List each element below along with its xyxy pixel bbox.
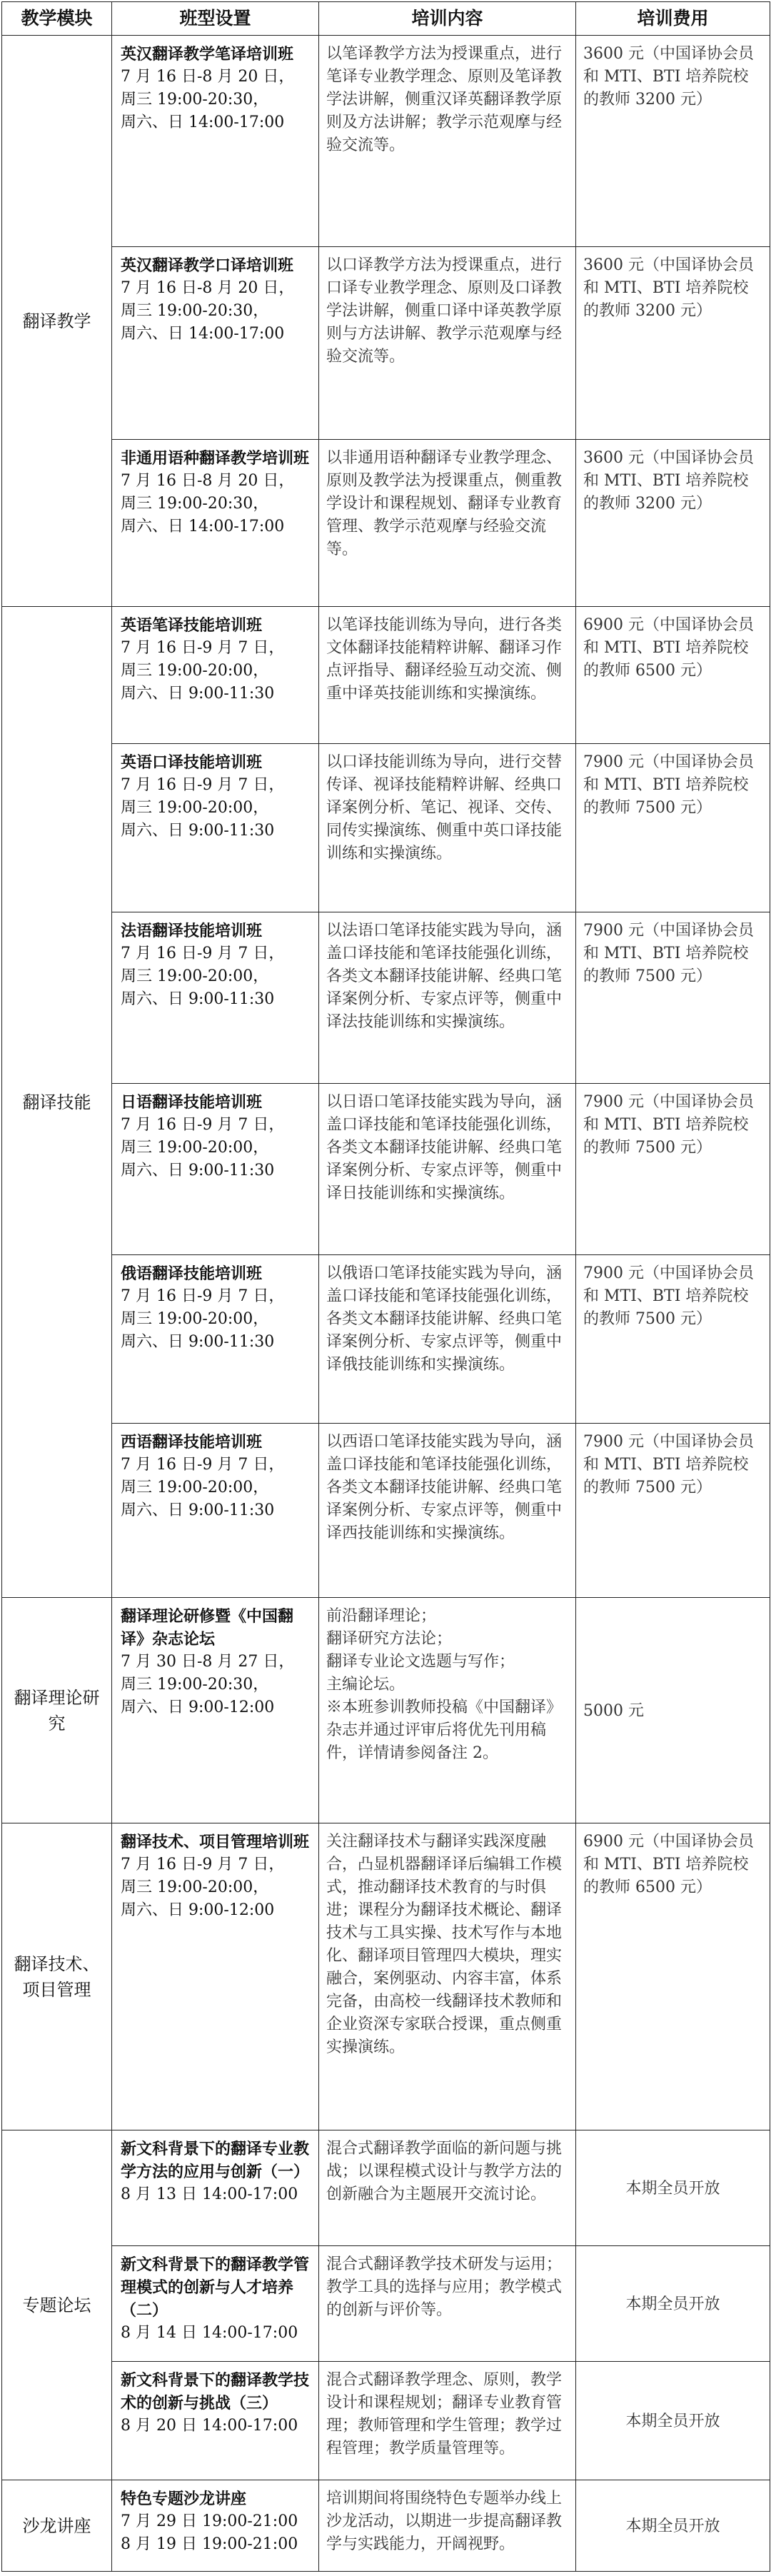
- class-name: 翻译技术、项目管理培训班: [121, 1833, 310, 1851]
- table-row: [2, 2480, 770, 2572]
- class-date: 7 月 16 日-8 月 20 日，: [121, 68, 295, 86]
- class-time: 周六、日 14:00-17:00: [121, 518, 285, 535]
- class-time: 周三 19:00-20:00，: [121, 1878, 269, 1896]
- class-cell: [112, 744, 319, 912]
- content-line: 主编论坛。: [326, 1676, 405, 1694]
- class-date: 7 月 16 日-9 月 7 日，: [121, 1116, 285, 1134]
- class-name: 翻译理论研修暨《中国翻译》杂志论坛: [121, 1607, 294, 1649]
- class-cell: [112, 36, 319, 247]
- class-cell: [112, 440, 319, 607]
- content-cell: [319, 1598, 576, 1823]
- class-cell: [112, 1424, 319, 1598]
- class-date: 8 月 14 日 14:00-17:00: [121, 2324, 298, 2342]
- table-row: [2, 2362, 770, 2480]
- content-cell: 以法语口笔译技能实践为导向，涵盖口译技能和笔译技能强化训练，各类文本翻译技能讲解、经典口笔译案例分析、专家点评等，侧重中译法技能训练和实操演练。: [319, 912, 576, 1084]
- header-row: [2, 2, 770, 36]
- content-line: 翻译研究方法论；: [326, 1630, 453, 1648]
- class-time: 周六、日 9:00-11:30: [121, 1333, 275, 1351]
- content-cell: 以俄语口笔译技能实践为导向，涵盖口译技能和笔译技能强化训练，各类文本翻译技能讲解、经典口笔译案例分析、专家点评等，侧重中译俄技能训练和实操演练。: [319, 1255, 576, 1424]
- content-cell: 以笔译技能训练为导向，进行各类文体翻译技能精粹讲解、翻译习作点评指导、翻译经验互动交流、侧重中译英技能训练和实操演练。: [319, 607, 576, 744]
- content-cell: 关注翻译技术与翻译实践深度融合，凸显机器翻译译后编辑工作模式，推动翻译技术教育的与时俱进；课程分为翻译技术概论、翻译技术与工具实操、技术写作与本地化、翻译项目管理四大模块，理实融合，案例驱动、内容丰富，体系完备，由高校一线翻译技术教师和企业资深专家联合授课，重点侧重实操演练。: [319, 1823, 576, 2130]
- class-date: 7 月 29 日 19:00-21:00: [121, 2512, 298, 2530]
- table-row: [2, 1084, 770, 1255]
- class-name: 非通用语种翻译教学培训班: [121, 449, 310, 468]
- class-date: 7 月 16 日-9 月 7 日，: [121, 945, 285, 962]
- class-time: 周三 19:00-20:00，: [121, 1310, 269, 1328]
- class-time: 周六、日 9:00-12:00: [121, 1901, 275, 1919]
- content-cell: 以日语口笔译技能实践为导向，涵盖口译技能和笔译技能强化训练，各类文本翻译技能讲解、经典口笔译案例分析、专家点评等，侧重中译日技能训练和实操演练。: [319, 1084, 576, 1255]
- class-date: 8 月 20 日 14:00-17:00: [121, 2417, 298, 2435]
- class-time: 周三 19:00-20:00，: [121, 1479, 269, 1496]
- class-cell: [112, 1084, 319, 1255]
- table-row: [2, 36, 770, 247]
- fee-cell: 7900 元（中国译协会员和 MTI、BTI 培养院校的教师 7500 元）: [576, 1424, 770, 1598]
- table-row: [2, 247, 770, 440]
- class-time: 周六、日 9:00-11:30: [121, 685, 275, 703]
- module-translation-theory: 翻译理论研究: [2, 1598, 112, 1823]
- class-date: 7 月 16 日-9 月 7 日，: [121, 776, 285, 794]
- class-time: 周六、日 9:00-11:30: [121, 1162, 275, 1179]
- class-name: 俄语翻译技能培训班: [121, 1264, 263, 1283]
- content-cell: 培训期间将围绕特色专题举办线上沙龙活动，以期进一步提高翻译教学与实践能力，开阔视野。: [319, 2480, 576, 2572]
- fee-cell: 本期全员开放: [576, 2130, 770, 2246]
- table-row: [2, 744, 770, 912]
- content-cell: 以西语口笔译技能实践为导向，涵盖口译技能和笔译技能强化训练，各类文本翻译技能讲解、经典口笔译案例分析、专家点评等，侧重中译西技能训练和实操演练。: [319, 1424, 576, 1598]
- class-name: 英汉翻译教学口译培训班: [121, 256, 294, 275]
- module-translation-skills: 翻译技能: [2, 607, 112, 1598]
- fee-cell: 本期全员开放: [576, 2480, 770, 2572]
- class-time: 周三 19:00-20:30，: [121, 495, 269, 513]
- module-translation-technology: 翻译技术、项目管理: [2, 1823, 112, 2130]
- module-salon-lecture: 沙龙讲座: [2, 2480, 112, 2572]
- fee-cell: 5000 元: [576, 1598, 770, 1823]
- class-date: 7 月 16 日-8 月 20 日，: [121, 279, 295, 297]
- class-time: 周三 19:00-20:00，: [121, 662, 269, 680]
- class-cell: [112, 1255, 319, 1424]
- class-time: 周三 19:00-20:00，: [121, 1139, 269, 1157]
- header-fee: 培训费用: [576, 2, 770, 36]
- class-time: 周六、日 9:00-12:00: [121, 1699, 275, 1716]
- training-schedule-table: [1, 1, 770, 2572]
- class-date: 7 月 16 日-9 月 7 日，: [121, 1287, 285, 1305]
- class-cell: [112, 2246, 319, 2362]
- class-time: 周三 19:00-20:00，: [121, 799, 269, 817]
- class-time: 周六、日 9:00-11:30: [121, 990, 275, 1008]
- header-content: 培训内容: [319, 2, 576, 36]
- table-row: [2, 1255, 770, 1424]
- module-translation-teaching: 翻译教学: [2, 36, 112, 607]
- class-time: 周三 19:00-20:30，: [121, 91, 269, 109]
- content-cell: 以口译技能训练为导向，进行交替传译、视译技能精粹讲解、经典口译案例分析、笔记、视译、交传、同传实操演练、侧重中英口译技能训练和实操演练。: [319, 744, 576, 912]
- fee-cell: 7900 元（中国译协会员和 MTI、BTI 培养院校的教师 7500 元）: [576, 744, 770, 912]
- fee-cell: 7900 元（中国译协会员和 MTI、BTI 培养院校的教师 7500 元）: [576, 1255, 770, 1424]
- class-cell: [112, 2130, 319, 2246]
- class-name: 西语翻译技能培训班: [121, 1433, 263, 1451]
- class-name: 特色专题沙龙讲座: [121, 2490, 247, 2508]
- fee-cell: 3600 元（中国译协会员和 MTI、BTI 培养院校的教师 3200 元）: [576, 36, 770, 247]
- class-date: 8 月 13 日 14:00-17:00: [121, 2185, 298, 2203]
- content-line: 翻译专业论文选题与写作；: [326, 1653, 515, 1671]
- table-row: [2, 1823, 770, 2130]
- class-time: 周六、日 9:00-11:30: [121, 1501, 275, 1519]
- class-name: 法语翻译技能培训班: [121, 922, 263, 940]
- class-time: 周三 19:00-20:30，: [121, 302, 269, 320]
- class-cell: [112, 2362, 319, 2480]
- class-cell: [112, 912, 319, 1084]
- table-row: [2, 440, 770, 607]
- fee-cell: 7900 元（中国译协会员和 MTI、BTI 培养院校的教师 7500 元）: [576, 1084, 770, 1255]
- fee-cell: 本期全员开放: [576, 2246, 770, 2362]
- class-cell: [112, 607, 319, 744]
- class-date: 7 月 16 日-9 月 7 日，: [121, 639, 285, 657]
- table-row: [2, 2246, 770, 2362]
- class-name: 英语笔译技能培训班: [121, 616, 263, 635]
- class-cell: [112, 1598, 319, 1823]
- header-class: 班型设置: [112, 2, 319, 36]
- class-time: 周三 19:00-20:00，: [121, 967, 269, 985]
- class-date: 8 月 19 日 19:00-21:00: [121, 2535, 298, 2553]
- module-special-forum: 专题论坛: [2, 2130, 112, 2480]
- content-line: 前沿翻译理论；: [326, 1607, 437, 1625]
- fee-cell: 3600 元（中国译协会员和 MTI、BTI 培养院校的教师 3200 元）: [576, 440, 770, 607]
- class-time: 周六、日 14:00-17:00: [121, 114, 285, 131]
- class-name: 英汉翻译教学笔译培训班: [121, 45, 294, 64]
- class-name: 新文科背景下的翻译专业教学方法的应用与创新（一）: [121, 2140, 310, 2181]
- class-time: 周六、日 9:00-11:30: [121, 822, 275, 840]
- class-time: 周六、日 14:00-17:00: [121, 325, 285, 343]
- class-date: 7 月 30 日-8 月 27 日，: [121, 1653, 295, 1671]
- header-module: 教学模块: [2, 2, 112, 36]
- fee-cell: 本期全员开放: [576, 2362, 770, 2480]
- class-name: 新文科背景下的翻译教学管理模式的创新与人才培养（二）: [121, 2255, 310, 2320]
- table-row: [2, 1424, 770, 1598]
- content-cell: 混合式翻译教学技术研发与运用；教学工具的选择与应用；教学模式的创新与评价等。: [319, 2246, 576, 2362]
- content-cell: 混合式翻译教学理念、原则，教学设计和课程规划；翻译专业教育管理；教师管理和学生管理；教学过程管理；教学质量管理等。: [319, 2362, 576, 2480]
- class-name: 新文科背景下的翻译教学技术的创新与挑战（三）: [121, 2371, 310, 2413]
- content-cell: 混合式翻译教学面临的新问题与挑战；以课程模式设计与教学方法的创新融合为主题展开交流讨论。: [319, 2130, 576, 2246]
- class-cell: [112, 1823, 319, 2130]
- class-name: 日语翻译技能培训班: [121, 1093, 263, 1112]
- table-row: [2, 2130, 770, 2246]
- class-date: 7 月 16 日-8 月 20 日，: [121, 472, 295, 490]
- content-cell: 以非通用语种翻译专业教学理念、原则及教学法为授课重点，侧重教学设计和课程规划、翻译专业教育管理、教学示范观摩与经验交流等。: [319, 440, 576, 607]
- content-cell: 以口译教学方法为授课重点，进行口译专业教学理念、原则及口译教学法讲解，侧重口译中译英教学原则与方法讲解、教学示范观摩与经验交流等。: [319, 247, 576, 440]
- content-cell: 以笔译教学方法为授课重点，进行笔译专业教学理念、原则及笔译教学法讲解，侧重汉译英翻译教学原则及方法讲解；教学示范观摩与经验交流等。: [319, 36, 576, 247]
- class-cell: [112, 247, 319, 440]
- fee-cell: 3600 元（中国译协会员和 MTI、BTI 培养院校的教师 3200 元）: [576, 247, 770, 440]
- class-cell: [112, 2480, 319, 2572]
- class-date: 7 月 16 日-9 月 7 日，: [121, 1856, 285, 1873]
- fee-cell: 6900 元（中国译协会员和 MTI、BTI 培养院校的教师 6500 元）: [576, 607, 770, 744]
- table-row: [2, 1598, 770, 1823]
- class-name: 英语口译技能培训班: [121, 753, 263, 772]
- content-note: ※本班参训教师投稿《中国翻译》杂志并通过评审后将优先刊用稿件，详情请参阅备注 2。: [326, 1699, 563, 1762]
- class-time: 周三 19:00-20:30，: [121, 1676, 269, 1694]
- table-row: [2, 607, 770, 744]
- class-date: 7 月 16 日-9 月 7 日，: [121, 1456, 285, 1474]
- table-row: [2, 912, 770, 1084]
- fee-cell: 7900 元（中国译协会员和 MTI、BTI 培养院校的教师 7500 元）: [576, 912, 770, 1084]
- fee-cell: 6900 元（中国译协会员和 MTI、BTI 培养院校的教师 6500 元）: [576, 1823, 770, 2130]
